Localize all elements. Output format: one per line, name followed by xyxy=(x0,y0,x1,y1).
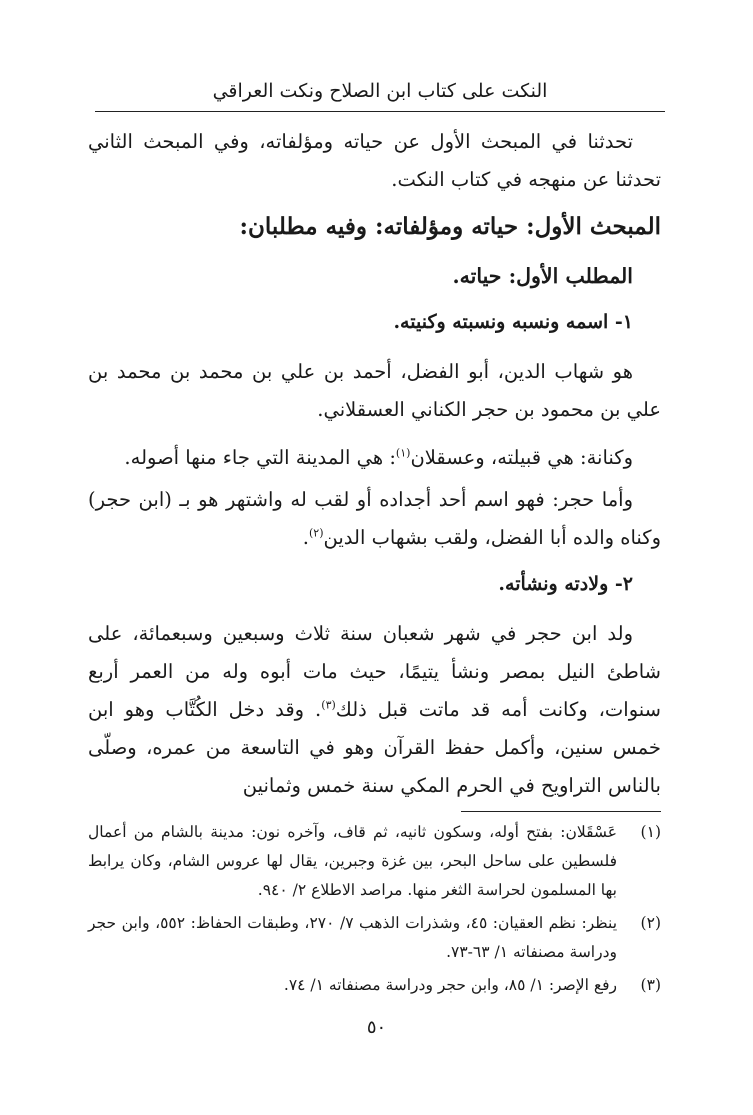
footnote-text: عَسْقَلان: بفتح أوله، وسكون ثانيه، ثم قاف، وآخره نون: مدينة بالشام من أعمال فلسطين على ساحل البحر، بين غزة وجبرين، يقال لها عروس الشام، وكان يرابط بها المسلمون لحراسة الثغر منها. مراصد الاطلاع ٢/ ٩٤٠. xyxy=(88,823,617,899)
intro-paragraph: تحدثنا في المبحث الأول عن حياته ومؤلفاته، وفي المبحث الثاني تحدثنا عن منهجه في كتاب النكت. xyxy=(88,130,661,191)
item-heading-name: ١- اسمه ونسبه ونسبته وكنيته. xyxy=(393,311,633,333)
footnote-number: (٣) xyxy=(640,976,661,994)
running-head: النكت على كتاب ابن الصلاح ونكت العراقي xyxy=(212,80,548,102)
birth-text-b: . وقد دخل الكُتَّاب وهو ابن خمس سنين، وأكمل حفظ القرآن وهو في التاسعة من عمره، وصلّى بالناس التراويح في الحرم المكي سنة خمس وثمانين xyxy=(88,698,661,797)
kinana-text-b: : هي المدينة التي جاء منها أصوله. xyxy=(124,446,396,469)
footnote-1 xyxy=(88,818,661,905)
hajar-text-b: . xyxy=(302,526,309,549)
kinana-paragraph xyxy=(88,439,661,477)
subsection-title: المطلب الأول: حياته. xyxy=(452,264,633,288)
footnotes xyxy=(88,818,661,1004)
footnote-text: رفع الإصر: ١/ ٨٥، وابن حجر ودراسة مصنفاته ١/ ٧٤. xyxy=(283,976,617,994)
main-text xyxy=(88,123,661,815)
birth-text-a: ولد ابن حجر في شهر شعبان سنة ثلاث وسبعين وسبعمائة، على شاطئ النيل بمصر ونشأ يتيمًا، حيث مات أبوه وله من العمر أربع سنوات، وكانت أمه قد ماتت قبل ذلك xyxy=(88,622,661,721)
hajar-text-a: وأما حجر: فهو اسم أحد أجداده أو لقب له واشتهر هو بـ (ابن حجر) وكناه والده أبا الفضل، ولقب بشهاب الدين xyxy=(88,488,661,549)
footnote-text: ينظر: نظم العقيان: ٤٥، وشذرات الذهب ٧/ ٢٧٠، وطبقات الحفاظ: ٥٥٢، وابن حجر ودراسة مصنفاته ١/ ٦٣-٧٣. xyxy=(88,914,618,961)
item-heading-birth: ٢- ولادته ونشأته. xyxy=(498,573,633,595)
footnote-ref-1: (١) xyxy=(395,446,411,460)
footnote-number: (٢) xyxy=(640,914,661,932)
page-number: ٥٠ xyxy=(366,1017,387,1038)
footnote-2 xyxy=(88,909,661,967)
footnote-3 xyxy=(88,971,661,1000)
name-paragraph: هو شهاب الدين، أبو الفضل، أحمد بن علي بن محمد بن محمد بن علي بن محمود بن حجر الكناني العسقلاني. xyxy=(88,360,661,421)
footnote-rule xyxy=(461,811,661,812)
kinana-text-a: وكنانة: هي قبيلته، وعسقلان xyxy=(410,446,633,469)
footnote-number: (١) xyxy=(640,823,661,841)
birth-paragraph xyxy=(88,615,661,805)
section-title: المبحث الأول: حياته ومؤلفاته: وفيه مطلبان: xyxy=(239,213,661,240)
header-rule xyxy=(95,111,665,112)
footnote-ref-3: (٣) xyxy=(321,698,336,712)
hajar-paragraph xyxy=(88,481,661,557)
footnote-ref-2: (٢) xyxy=(308,526,324,540)
